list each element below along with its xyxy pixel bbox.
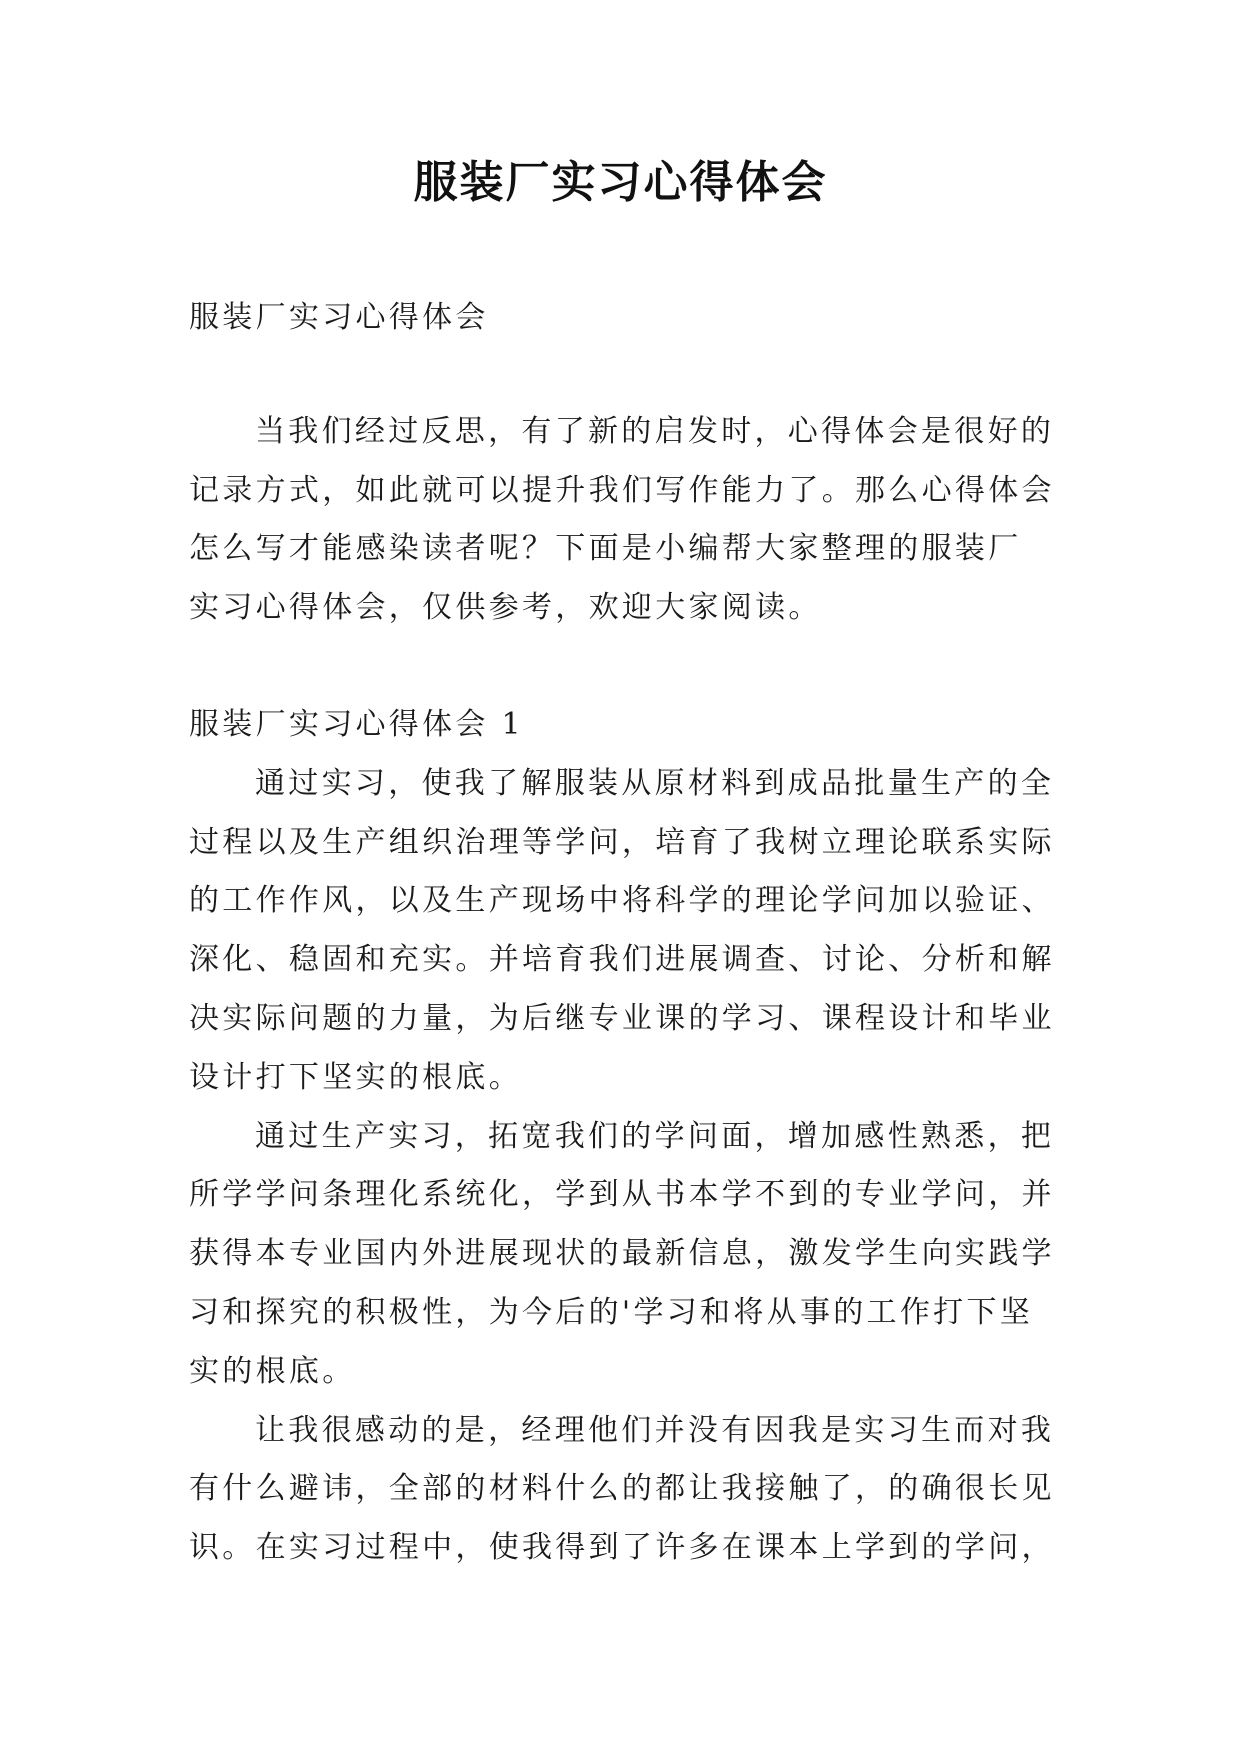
document-subtitle: 服装厂实习心得体会 [189,300,489,335]
paragraph-line: 决实际问题的力量，为后继专业课的学习、课程设计和毕业 [189,1000,1055,1036]
paragraph-line: 深化、稳固和充实。并培育我们进展调查、讨论、分析和解 [189,942,1055,978]
intro-paragraph [189,403,1089,638]
paragraph-line: 让我很感动的是，经理他们并没有因我是实习生而对我 [255,1412,1055,1448]
paragraph-line: 实习心得体会，仅供参考，欢迎大家阅读。 [189,590,822,626]
body-paragraph [189,1108,1089,1402]
page-title: 服装厂实习心得体会 [413,157,828,208]
paragraph-line: 通过生产实习，拓宽我们的学问面，增加感性熟悉，把 [255,1118,1055,1154]
paragraph-line: 怎么写才能感染读者呢？下面是小编帮大家整理的服装厂 [189,531,1022,567]
paragraph-line: 有什么避讳，全部的材料什么的都让我接触了，的确很长见 [189,1471,1055,1507]
paragraph-line: 实的根底。 [189,1353,356,1389]
paragraph-line: 记录方式，如此就可以提升我们写作能力了。那么心得体会 [189,472,1055,508]
section-heading: 服装厂实习心得体会 1 [189,706,524,742]
paragraph-line: 过程以及生产组织治理等学问，培育了我树立理论联系实际 [189,824,1055,860]
paragraph-line: 通过实习，使我了解服装从原材料到成品批量生产的全 [255,765,1055,801]
paragraph-line: 习和探究的积极性，为今后的'学习和将从事的工作打下坚 [189,1294,1034,1330]
paragraph-line: 获得本专业国内外进展现状的最新信息，激发学生向实践学 [189,1236,1055,1272]
body-paragraph [189,755,1089,1108]
paragraph-line: 当我们经过反思，有了新的启发时，心得体会是很好的 [255,413,1055,449]
document-body [189,289,1089,1578]
paragraph-line: 设计打下坚实的根底。 [189,1059,522,1095]
paragraph-line: 的工作作风，以及生产现场中将科学的理论学问加以验证、 [189,883,1055,919]
paragraph-line: 识。在实习过程中，使我得到了许多在课本上学到的学问， [189,1530,1055,1566]
paragraph-line: 所学学问条理化系统化，学到从书本学不到的专业学问，并 [189,1177,1055,1213]
body-paragraph [189,1402,1089,1578]
